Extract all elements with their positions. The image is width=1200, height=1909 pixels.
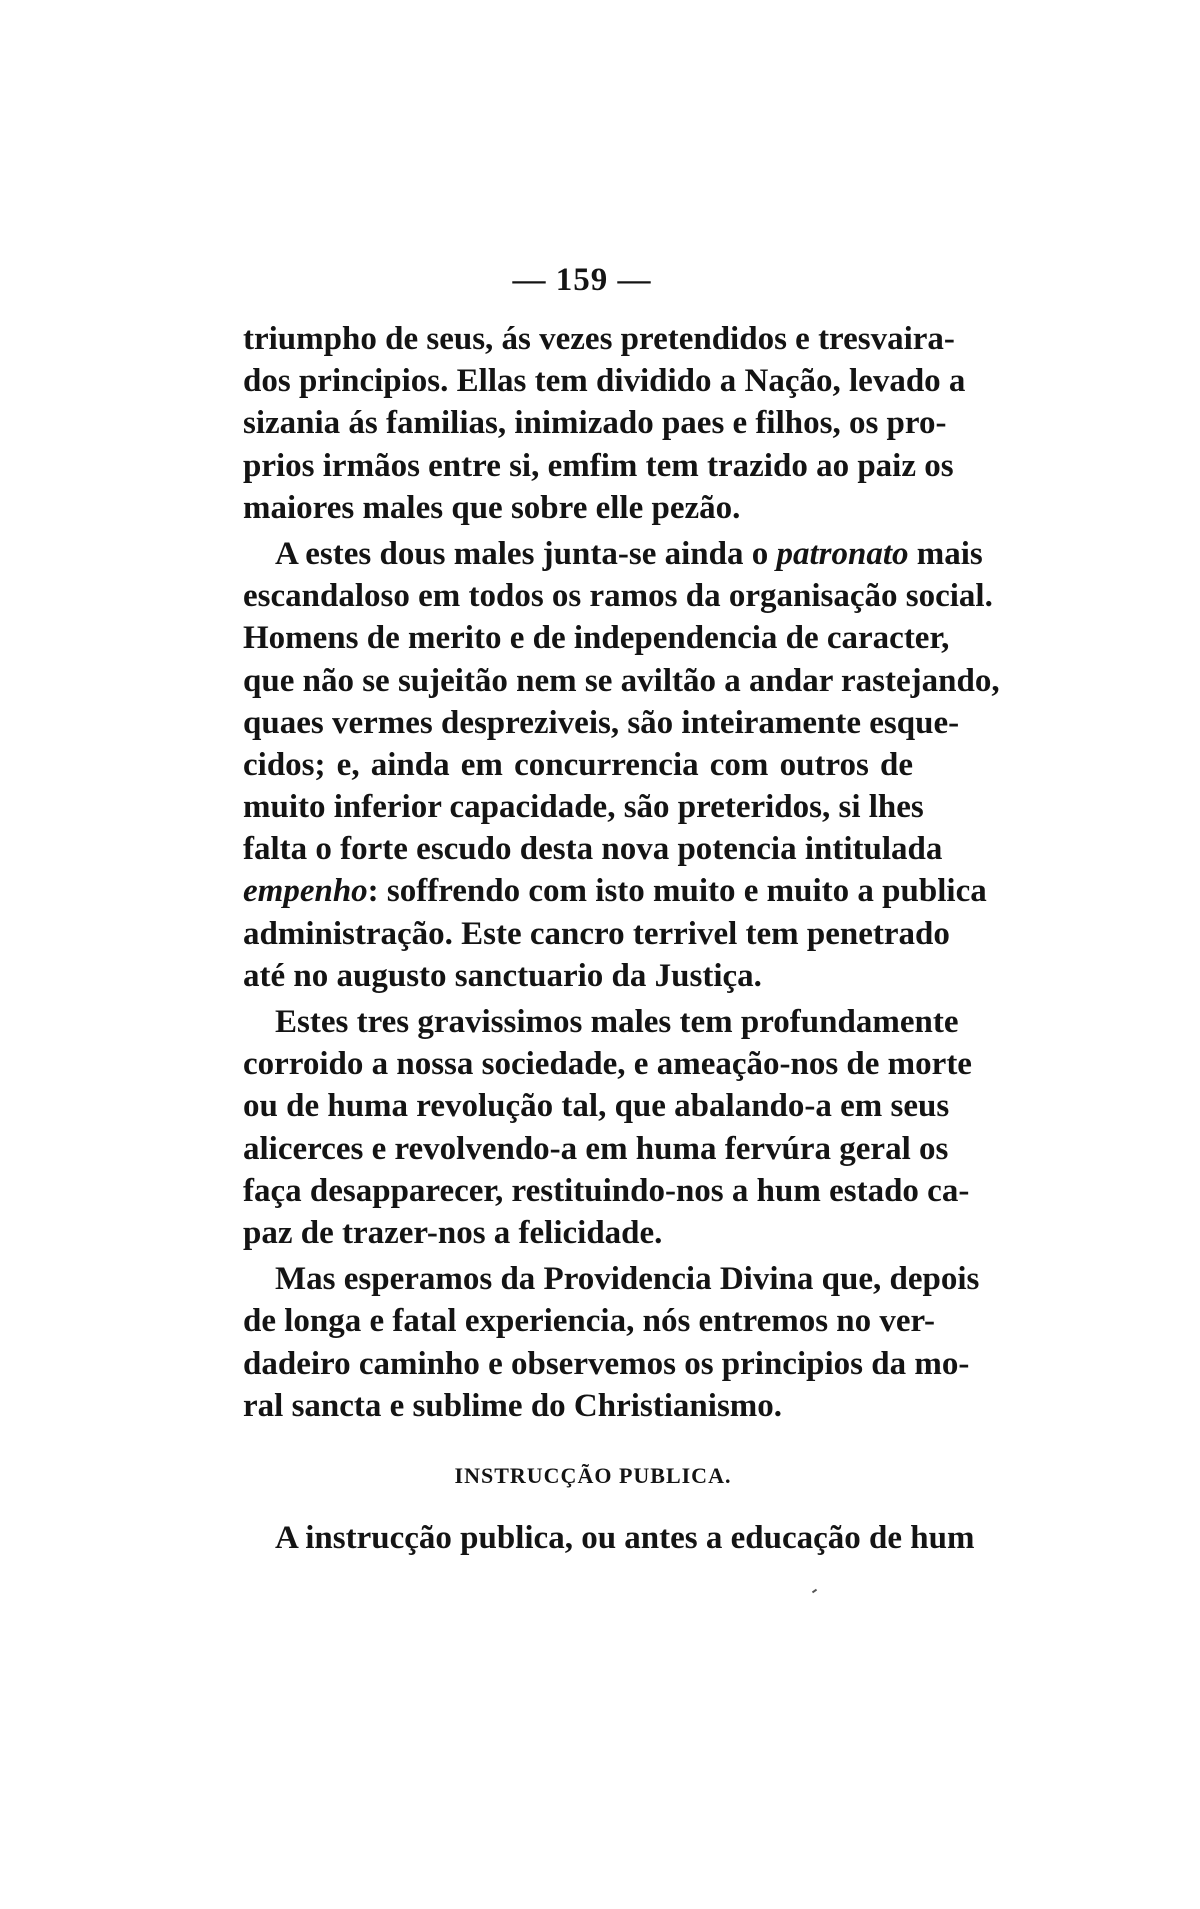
text-line: que não se sujeitão nem se aviltão a andar rastejando, bbox=[243, 662, 1000, 699]
paragraph-1 bbox=[243, 318, 966, 529]
text-line: triumpho de seus, ás vezes pretendidos e tresvaira- bbox=[243, 321, 955, 357]
section-first-line: A instrucção publica, ou antes a educação de hum bbox=[275, 1519, 975, 1556]
text-line: Mas esperamos da Providencia Divina que, depois bbox=[275, 1261, 980, 1298]
body-text bbox=[243, 318, 1000, 1559]
text-line: cidos; e, ainda em concurrencia com outros de bbox=[243, 746, 913, 783]
text-line: sizania ás familias, inimizado paes e filhos, os pro- bbox=[243, 405, 947, 442]
paragraph-2 bbox=[243, 533, 1000, 997]
ink-speck bbox=[812, 1589, 817, 1594]
text-line: quaes vermes despreziveis, são inteiramente esque- bbox=[243, 704, 960, 741]
text-line: até no augusto sanctuario da Justiça. bbox=[243, 957, 762, 994]
text-line bbox=[243, 533, 983, 575]
paragraph-4 bbox=[243, 1258, 980, 1427]
text-line: corroido a nossa sociedade, e ameação-nos de morte bbox=[243, 1046, 972, 1083]
section-heading: INSTRUCÇÃO PUBLICA. bbox=[454, 1462, 732, 1488]
text-line: administração. Este cancro terrivel tem penetrado bbox=[243, 915, 950, 952]
text-line: dos principios. Ellas tem dividido a Nação, levado a bbox=[243, 363, 966, 400]
text-line: maiores males que sobre elle pezão. bbox=[243, 489, 741, 526]
text-segment: A estes dous males junta-se ainda o bbox=[275, 535, 777, 572]
text-line: Homens de merito e de independencia de caracter, bbox=[243, 620, 950, 657]
text-line: faça desapparecer, restituindo-nos a hum estado ca- bbox=[243, 1172, 970, 1209]
text-line: prios irmãos entre si, emfim tem trazido ao paiz os bbox=[243, 447, 954, 484]
text-line: Estes tres gravissimos males tem profundamente bbox=[275, 1004, 959, 1040]
text-line: escandaloso em todos os ramos da organisação social. bbox=[243, 578, 993, 615]
text-line: de longa e fatal experiencia, nós entremos no ver- bbox=[243, 1303, 935, 1340]
text-segment: mais bbox=[908, 535, 983, 572]
text-line: ral sancta e sublime do Christianismo. bbox=[243, 1387, 783, 1424]
text-line bbox=[243, 870, 987, 912]
paragraph-3 bbox=[243, 1001, 972, 1254]
page-number: — 159 — bbox=[512, 262, 652, 298]
text-line: paz de trazer-nos a felicidade. bbox=[243, 1214, 663, 1251]
text-line: falta o forte escudo desta nova potencia intitulada bbox=[243, 831, 943, 868]
text-line: ou de huma revolução tal, que abalando-a em seus bbox=[243, 1088, 950, 1125]
text-segment: : soffrendo com isto muito e muito a publica bbox=[367, 873, 987, 910]
text-line: dadeiro caminho e observemos os principios da mo- bbox=[243, 1345, 970, 1382]
italic-term: patronato bbox=[776, 535, 909, 572]
italic-term: empenho bbox=[243, 873, 368, 910]
text-line: alicerces e revolvendo-a em huma fervúra geral os bbox=[243, 1130, 949, 1167]
text-line: muito inferior capacidade, são preteridos, si lhes bbox=[243, 789, 924, 826]
